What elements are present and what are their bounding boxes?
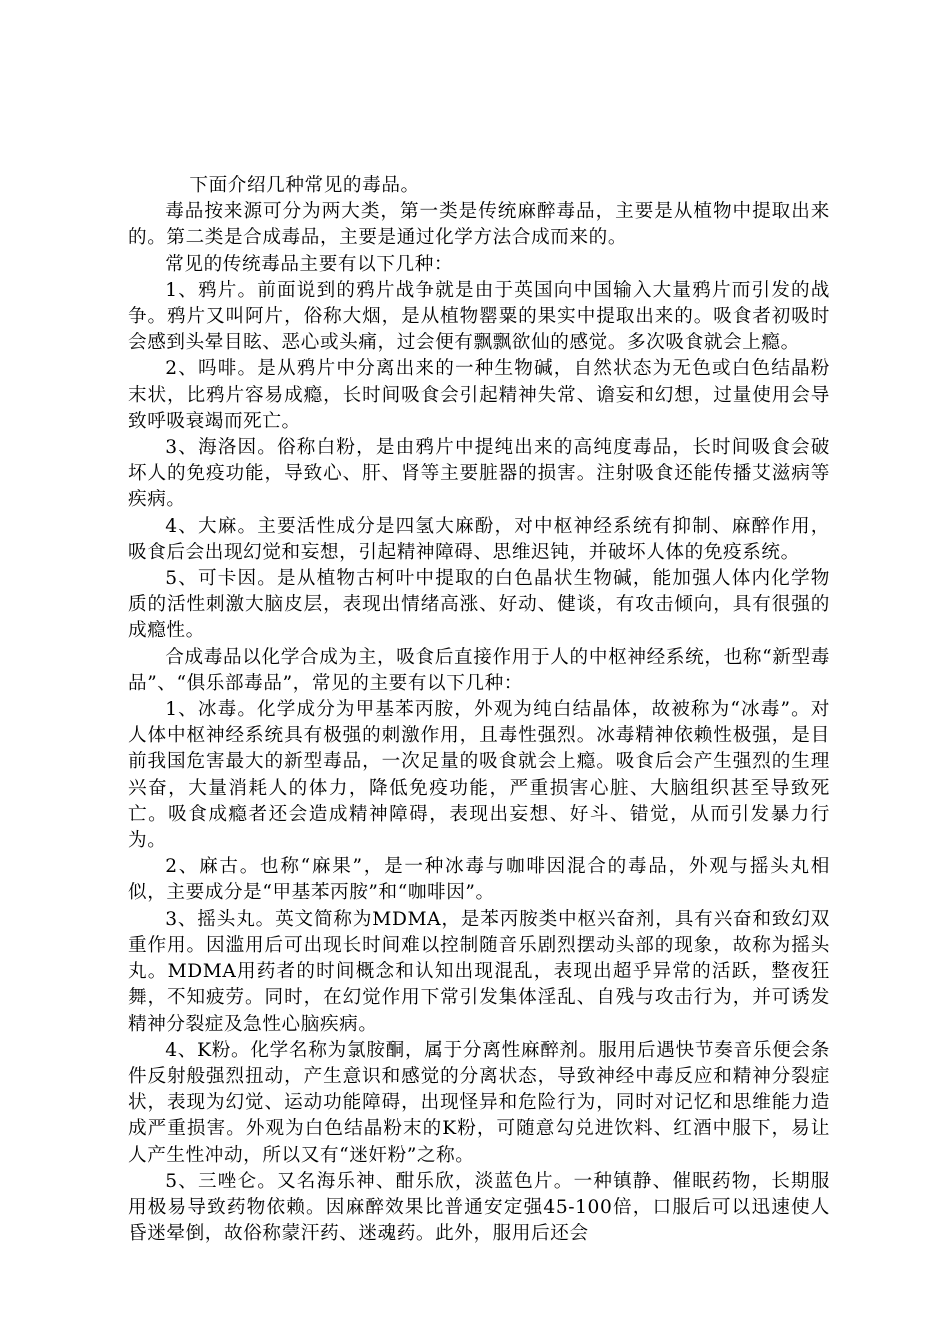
traditional-drugs-heading: 常见的传统毒品主要有以下几种： <box>165 253 454 275</box>
meth-paragraph: 1、冰毒。化学成分为甲基苯丙胺，外观为纯白结晶体，故被称为“冰毒”。对人体中枢神经系统具有极强的刺激作用，且毒性强烈。冰毒精神依赖性极强，是目前我国危害最大的新型毒品，一次足量的吸食就会上瘾。吸食后会产生强烈的生理兴奋，大量消耗人的体力，降低免疫功能，严重损害心脏、大脑组织甚至导致死亡。吸食成瘾者还会造成精神障碍，表现出妄想、好斗、错觉，从而引发暴力行为。 <box>128 699 830 852</box>
cannabis-paragraph: 4、大麻。主要活性成分是四氢大麻酚，对中枢神经系统有抑制、麻醉作用，吸食后会出现幻觉和妄想，引起精神障碍、思维迟钝，并破坏人体的免疫系统。 <box>128 515 830 563</box>
cocaine-paragraph: 5、可卡因。是从植物古柯叶中提取的白色晶状生物碱，能加强人体内化学物质的活性刺激大脑皮层，表现出情绪高涨、好动、健谈，有攻击倾向，具有很强的成瘾性。 <box>128 568 830 642</box>
classification-paragraph: 毒品按来源可分为两大类，第一类是传统麻醉毒品，主要是从植物中提取出来的。第二类是合成毒品，主要是通过化学方法合成而来的。 <box>128 201 830 249</box>
opium-paragraph: 1、鸦片。前面说到的鸦片战争就是由于英国向中国输入大量鸦片而引发的战争。鸦片又叫阿片，俗称大烟，是从植物罂粟的果实中提取出来的。吸食者初吸时会感到头晕目眩、恶心或头痛，过会便有飘飘欲仙的感觉。多次吸食就会上瘾。 <box>128 279 830 354</box>
synthetic-drugs-heading: 合成毒品以化学合成为主，吸食后直接作用于人的中枢神经系统，也称“新型毒品”、“俱乐部毒品”，常见的主要有以下几种： <box>128 646 830 694</box>
heroin-paragraph: 3、海洛因。俗称白粉，是由鸦片中提纯出来的高纯度毒品，长时间吸食会破坏人的免疫功能，导致心、肝、肾等主要脏器的损害。注射吸食还能传播艾滋病等疾病。 <box>128 437 830 511</box>
document-body <box>128 173 830 1247</box>
ketamine-paragraph: 4、K粉。化学名称为氯胺酮，属于分离性麻醉剂。服用后遇快节奏音乐便会条件反射般强烈扭动，产生意识和感觉的分离状态，导致神经中毒反应和精神分裂症状，表现为幻觉、运动功能障碍，出现怪异和危险行为，同时对记忆和思维能力造成严重损害。外观为白色结晶粉末的K粉，可随意勾兑进饮料、红酒中服下，易让人产生性冲动，所以又有“迷奸粉”之称。 <box>128 1039 830 1166</box>
triazolam-paragraph: 5、三唑仑。又名海乐神、酣乐欣，淡蓝色片。一种镇静、催眠药物，长期服用极易导致药物依赖。因麻醉效果比普通安定强45-100倍，口服后可以迅速使人昏迷晕倒，故俗称蒙汗药、迷魂药。此外，服用后还会 <box>128 1170 830 1245</box>
ecstasy-paragraph: 3、摇头丸。英文简称为MDMA，是苯丙胺类中枢兴奋剂，具有兴奋和致幻双重作用。因滥用后可出现长时间难以控制随音乐剧烈摆动头部的现象，故称为摇头丸。MDMA用药者的时间概念和认知出现混乱，表现出超乎异常的活跃，整夜狂舞，不知疲劳。同时，在幻觉作用下常引发集体淫乱、自残与攻击行为，并可诱发精神分裂症及急性心脑疾病。 <box>128 908 830 1035</box>
magu-paragraph: 2、麻古。也称“麻果”，是一种冰毒与咖啡因混合的毒品，外观与摇头丸相似，主要成分是“甲基苯丙胺”和“咖啡因”。 <box>128 856 830 904</box>
intro-paragraph: 下面介绍几种常见的毒品。 <box>189 175 420 196</box>
morphine-paragraph: 2、吗啡。是从鸦片中分离出来的一种生物碱，自然状态为无色或白色结晶粉末状，比鸦片容易成瘾，长时间吸食会引起精神失常、谵妄和幻想，过量使用会导致呼吸衰竭而死亡。 <box>128 358 830 432</box>
